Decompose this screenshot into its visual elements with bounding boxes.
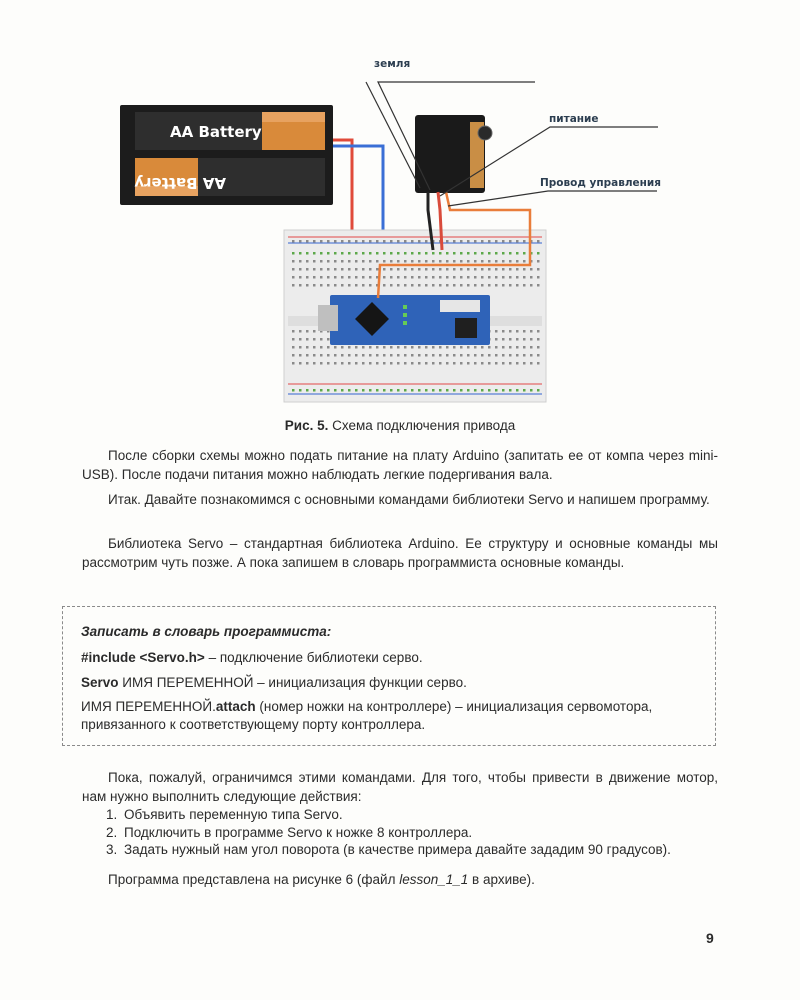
vocabulary-box: [62, 606, 716, 746]
step-number: 1.: [106, 807, 118, 822]
final-after: в архиве).: [468, 872, 535, 887]
label-ground: земля: [374, 58, 411, 70]
steps-list: [82, 806, 722, 859]
step-number: 2.: [106, 824, 118, 840]
paragraph-steps-intro: Пока, пожалуй, ограничимся этими командами. Для того, чтобы привести в движение мотор, нам нужно выполнить следующие действия:: [82, 770, 718, 804]
caption-prefix: Рис. 5.: [284, 418, 329, 433]
page-number: 9: [706, 930, 714, 946]
step-text: Объявить переменную типа Servo.: [124, 807, 343, 822]
label-power: питание: [549, 113, 599, 125]
list-item: [82, 824, 722, 842]
file-name: lesson_1_1: [399, 872, 469, 887]
vocab-desc: – подключение библиотеки серво.: [204, 650, 423, 665]
battery-holder: [120, 105, 333, 205]
usb-connector: [318, 305, 338, 331]
paragraph-intro: Итак. Давайте познакомимся с основными командами библиотеки Servo и напишем программу.: [108, 492, 710, 507]
caption-text: Схема подключения привода: [328, 418, 516, 433]
vocab-desc: (номер ножки на контроллере) – инициализация сервомотора, привязанного к соответствующему порту контроллера.: [81, 699, 653, 732]
arduino-nano: [318, 295, 490, 345]
paragraph-power: После сборки схемы можно подать питание на плату Arduino (запитать ее от компа через mini-USB). После подачи питания можно наблюдать легкие подергивания вала.: [82, 448, 718, 482]
label-control-wire: Провод управления: [540, 177, 662, 189]
step-text: Задать нужный нам угол поворота (в качестве примера давайте зададим 90 градусов).: [124, 842, 671, 857]
battery-top-label: AA Battery: [170, 123, 262, 141]
vocab-line-include: [81, 649, 699, 667]
servo-motor: [415, 115, 492, 193]
vocab-keyword: #include <Servo.h>: [81, 650, 205, 665]
list-item: [82, 841, 722, 859]
vocab-line-attach: [81, 698, 699, 734]
vocab-title: Записать в словарь программиста:: [81, 624, 332, 639]
paragraph-program-ref: [82, 870, 718, 889]
vocab-prefix: ИМЯ ПЕРЕМЕННОЙ.: [81, 699, 216, 714]
step-text: Подключить в программе Servo к ножке 8 контроллера.: [124, 824, 473, 840]
paragraph-library: Библиотека Servo – стандартная библиотека Arduino. Ее структуру и основные команды мы рассмотрим чуть позже. А пока запишем в словарь программиста основные команды.: [82, 536, 718, 570]
vocab-line-servo: [81, 674, 699, 692]
battery-bottom-label: AA Battery: [134, 174, 226, 192]
figure-caption: [0, 418, 800, 433]
list-item: [82, 806, 722, 824]
vocab-keyword: attach: [215, 699, 256, 714]
step-number: 3.: [106, 842, 118, 857]
vocab-desc: ИМЯ ПЕРЕМЕННОЙ – инициализация функции серво.: [118, 675, 467, 690]
vocab-keyword: Servo: [81, 675, 119, 690]
final-before: Программа представлена на рисунке 6 (файл: [108, 872, 400, 887]
